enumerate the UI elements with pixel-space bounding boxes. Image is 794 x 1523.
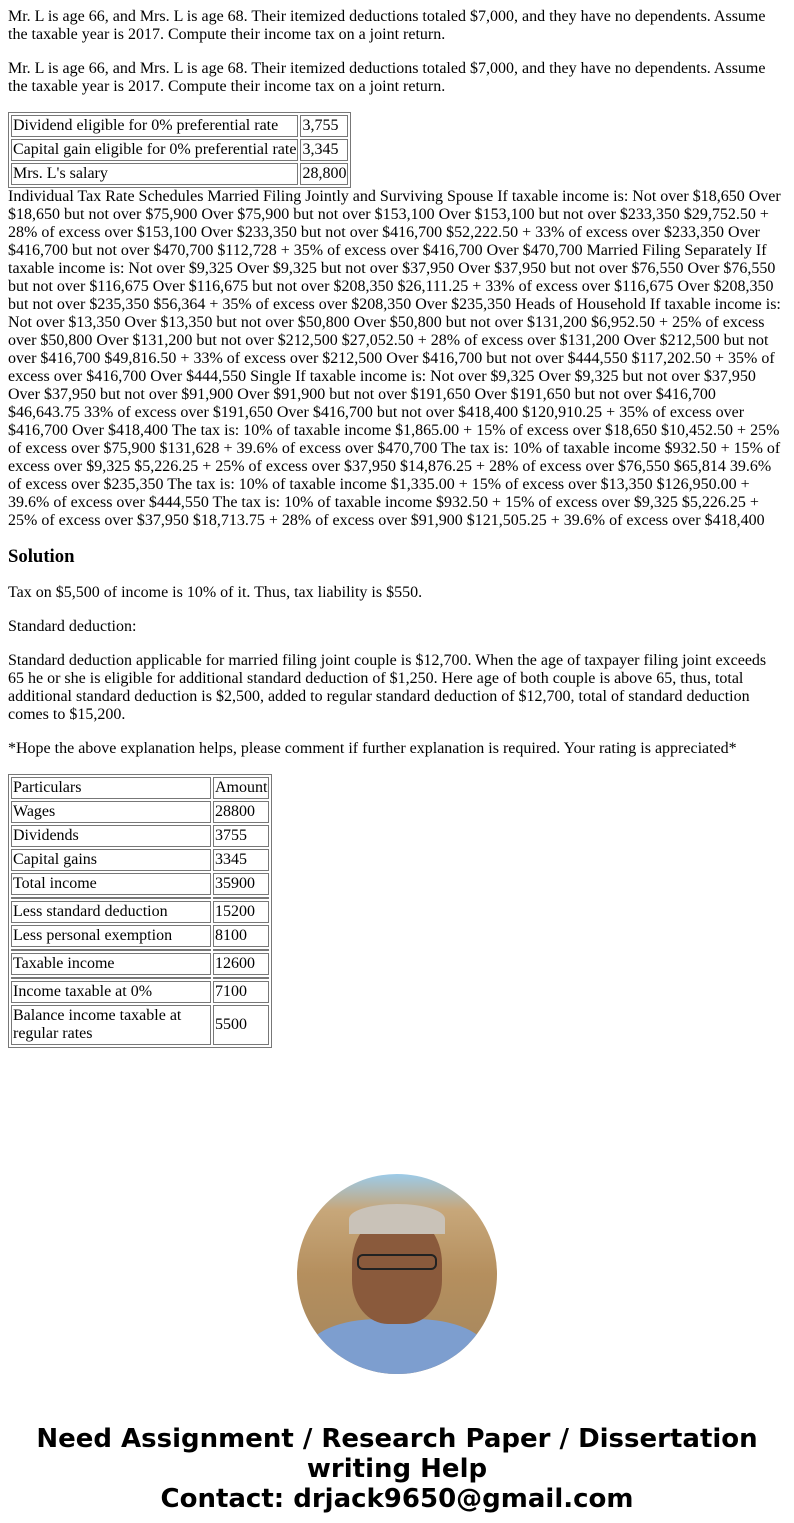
table-row: [11, 801, 269, 823]
row-value: 5500: [213, 1005, 269, 1045]
row-value: 3345: [213, 849, 269, 871]
banner-contact: Contact: drjack9650@gmail.com: [160, 1484, 634, 1514]
solution-paragraph: *Hope the above explanation helps, please comment if further explanation is required. Your rating is appreciated*: [8, 740, 737, 757]
table-header-row: [11, 777, 269, 799]
row-label: Capital gain eligible for 0% preferential rate: [11, 139, 298, 161]
table-row: [11, 115, 348, 137]
row-value: 35900: [213, 873, 269, 895]
table-row: [11, 849, 269, 871]
question-text: Mr. L is age 66, and Mrs. L is age 68. Their itemized deductions totaled $7,000, and they have no dependents. Assume the taxable year is 2017. Compute their income tax on a joint return.: [8, 8, 766, 43]
row-label: Taxable income: [11, 953, 211, 975]
row-value: 3,755: [300, 115, 348, 137]
separator-cell: [11, 949, 211, 951]
row-label: Income taxable at 0%: [11, 981, 211, 1003]
separator-row: [11, 977, 269, 979]
separator-cell: [213, 897, 269, 899]
separator-cell: [11, 897, 211, 899]
row-label: Dividend eligible for 0% preferential rate: [11, 115, 298, 137]
row-value: 15200: [213, 901, 269, 923]
row-label: Less standard deduction: [11, 901, 211, 923]
table-row: [11, 925, 269, 947]
solution-heading: Solution: [8, 546, 75, 567]
table-row: [11, 139, 348, 161]
row-label: Balance income taxable at regular rates: [11, 1005, 211, 1045]
row-label: Wages: [11, 801, 211, 823]
table-row: [11, 953, 269, 975]
separator-row: [11, 949, 269, 951]
row-value: 28800: [213, 801, 269, 823]
row-label: Less personal exemption: [11, 925, 211, 947]
row-value: 3755: [213, 825, 269, 847]
table-row: [11, 825, 269, 847]
separator-cell: [213, 977, 269, 979]
row-label: Mrs. L's salary: [11, 163, 298, 185]
row-value: 12600: [213, 953, 269, 975]
banner-line-1: Need Assignment / Research Paper / Dissertation writing Help: [36, 1424, 758, 1484]
question-text-repeat: Mr. L is age 66, and Mrs. L is age 68. Their itemized deductions totaled $7,000, and they have no dependents. Assume the taxable year is 2017. Compute their income tax on a joint return.: [8, 60, 766, 95]
separator-cell: [213, 949, 269, 951]
row-value: 8100: [213, 925, 269, 947]
header-particulars: Particulars: [11, 777, 211, 799]
header-amount: Amount: [213, 777, 269, 799]
row-value: 3,345: [300, 139, 348, 161]
separator-cell: [11, 977, 211, 979]
solution-paragraph: Standard deduction applicable for married filing joint couple is $12,700. When the age of taxpayer filing joint exceeds 65 he or she is eligible for additional standard deduction of $1,250. Here age of both couple is above 65, thus, total additional standard deduction is $2,500, added to regular standard deduction of $12,700, total of standard deduction comes to $15,200.: [8, 652, 767, 723]
table-row: [11, 873, 269, 895]
table-row: [11, 163, 348, 185]
author-photo: [297, 1174, 497, 1374]
solution-paragraph: Standard deduction:: [8, 618, 137, 635]
row-label: Dividends: [11, 825, 211, 847]
row-label: Total income: [11, 873, 211, 895]
table-row: [11, 1005, 269, 1045]
contact-banner: [8, 1424, 786, 1514]
row-label: Capital gains: [11, 849, 211, 871]
calculation-table: [8, 774, 272, 1048]
solution-paragraph: Tax on $5,500 of income is 10% of it. Thus, tax liability is $550.: [8, 584, 423, 601]
row-value: 28,800: [300, 163, 348, 185]
photo-glasses: [357, 1254, 437, 1270]
table-row: [11, 901, 269, 923]
given-data-table: [8, 112, 351, 188]
separator-row: [11, 897, 269, 899]
table-row: [11, 981, 269, 1003]
photo-shirt: [307, 1319, 487, 1374]
row-value: 7100: [213, 981, 269, 1003]
photo-hair: [349, 1204, 445, 1234]
tax-schedule-text: Individual Tax Rate Schedules Married Filing Jointly and Surviving Spouse If taxable income is: Not over $18,650 Over $18,650 but not over $75,900 Over $75,900 but not over $153,100 Over $153,100 but not over $233,350 $29,752.50 + 28% of excess over $153,100 Over $233,350 but not over $416,700 $52,222.50 + 33% of excess over $233,350 Over $416,700 but not over $470,700 $112,728 + 35% of excess over $416,700 Over $470,700 Married Filing Separately If taxable income is: Not over $9,325 Over $9,325 but not over $37,950 Over $37,950 but not over $76,550 Over $76,550 but not over $116,675 Over $116,675 but not over $208,350 $26,111.25 + 33% of excess over $116,675 Over $208,350 but not over $235,350 $56,364 + 35% of excess over $208,350 Over $235,350 Heads of Household If taxable income is: Not over $13,350 Over $13,350 but not over $50,800 Over $50,800 but not over $131,200 $6,952.50 + 25% of excess over $50,800 Over $131,200 but not over $212,500 $27,052.50 + 28% of excess over $131,200 Over $212,500 but not over $416,700 $49,816.50 + 33% of excess over $212,500 Over $416,700 but not over $444,550 $117,202.50 + 35% of excess over $416,700 Over $444,550 Single If taxable income is: Not over $9,325 Over $9,325 but not over $37,950 Over $37,950 but not over $91,900 Over $91,900 but not over $191,650 Over $191,650 but not over $416,700 $46,643.75 33% of excess over $191,650 Over $416,700 but not over $418,400 $120,910.25 + 35% of excess over $416,700 Over $418,400 The tax is: 10% of taxable income $1,865.00 + 15% of excess over $18,650 $10,452.50 + 25% of excess over $75,900 $131,628 + 39.6% of excess over $470,700 The tax is: 10% of taxable income $932.50 + 15% of excess over $9,325 $5,226.25 + 25% of excess over $37,950 $14,876.25 + 28% of excess over $76,550 $65,814 39.6% of excess over $235,350 The tax is: 10% of taxable income $1,335.00 + 15% of excess over $13,350 $126,950.00 + 39.6% of excess over $444,550 The tax is: 10% of taxable income $932.50 + 15% of excess over $9,325 $5,226.25 + 25% of excess over $37,950 $18,713.75 + 28% of excess over $91,900 $121,505.25 + 39.6% of excess over $418,400: [8, 188, 781, 529]
